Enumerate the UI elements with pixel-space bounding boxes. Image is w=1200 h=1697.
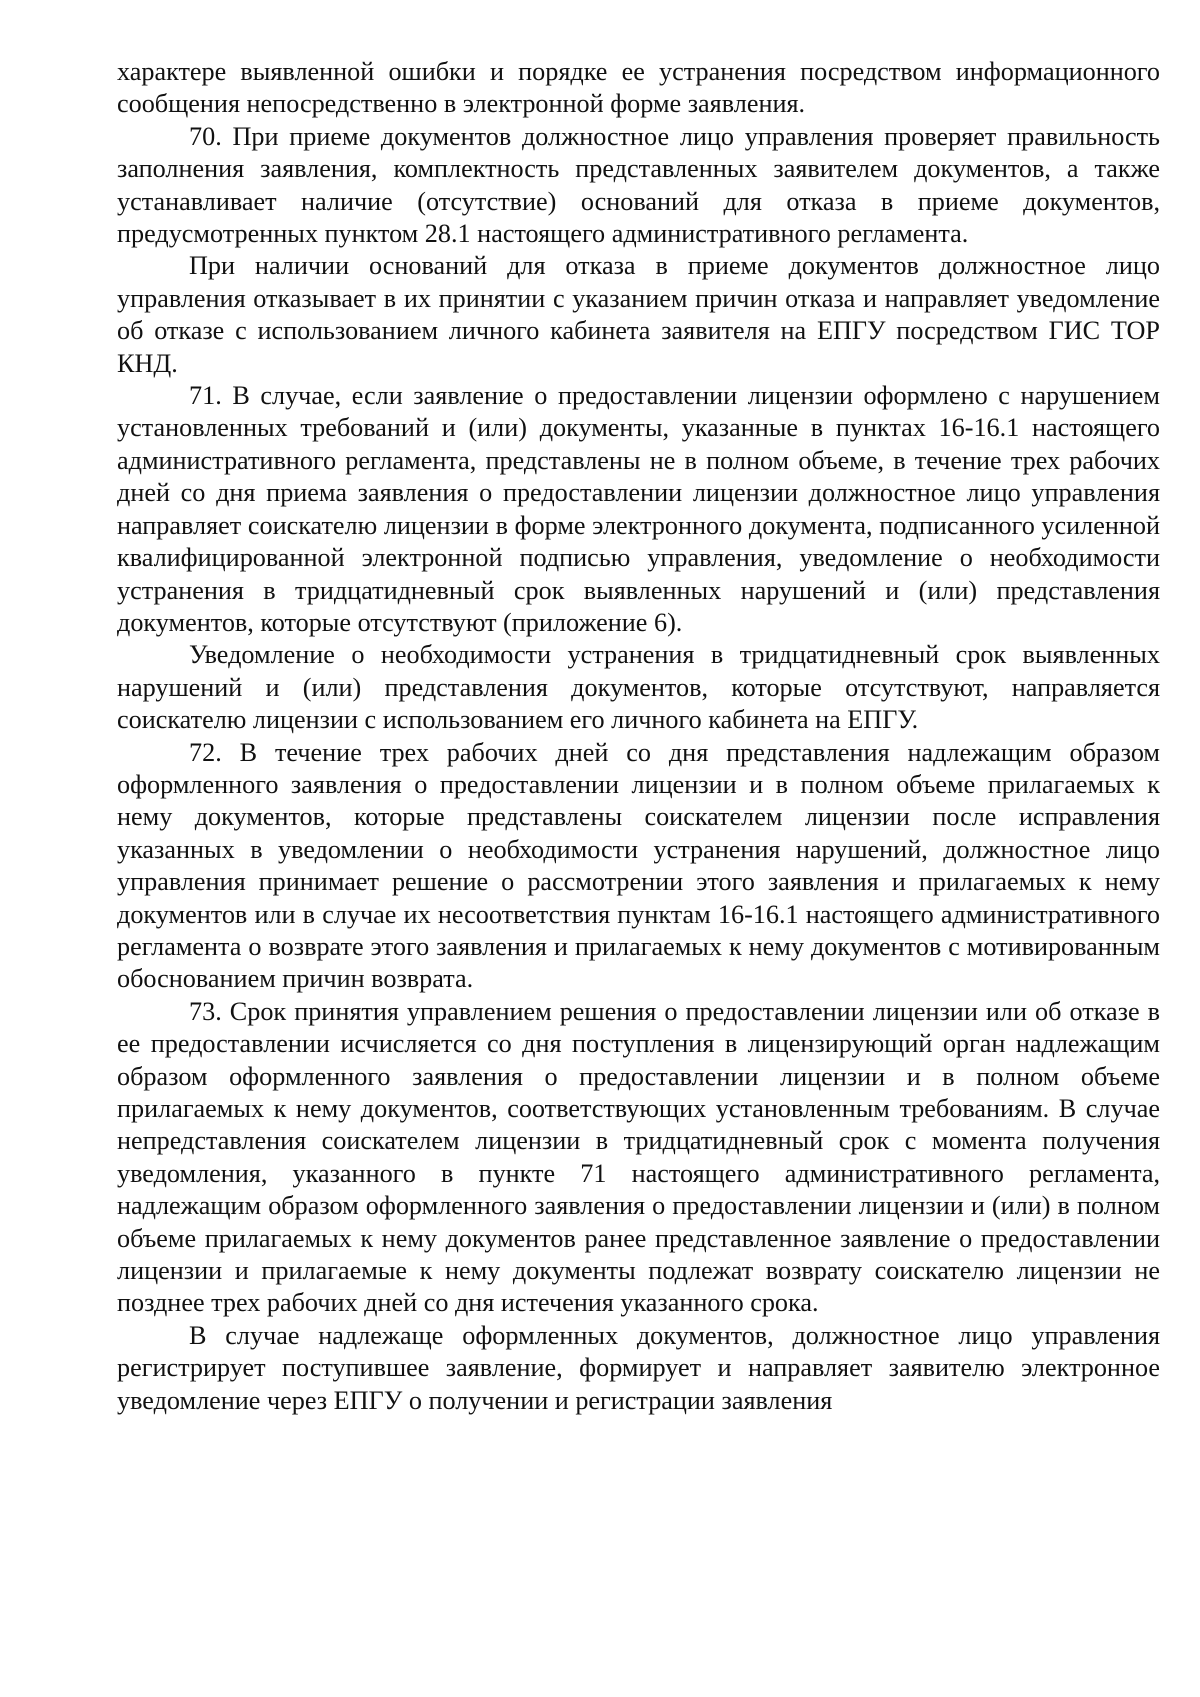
paragraph-70-refusal: При наличии оснований для отказа в приеме документов должностное лицо управления отказывает в их принятии с указанием причин отказа и направляет уведомление об отказе с использованием личного кабинета заявителя на ЕПГУ посредством ГИС ТОР КНД. [117, 251, 1160, 378]
paragraph-72: 72. В течение трех рабочих дней со дня представления надлежащим образом оформленного заявления о предоставлении лицензии и в полном объеме прилагаемых к нему документов, которые представлены соискателем лицензии после исправления указанных в уведомлении о необходимости устранения нарушений, должностное лицо управления принимает решение о рассмотрении этого заявления и прилагаемых к нему документов или в случае их несоответствия пунктам 16-16.1 настоящего административного регламента о возврате этого заявления и прилагаемых к нему документов с мотивированным обоснованием причин возврата. [117, 737, 1160, 994]
paragraph-73-registration: В случае надлежаще оформленных документов, должностное лицо управления регистрирует поступившее заявление, формирует и направляет заявителю электронное уведомление через ЕПГУ о получении и регистрации заявления [117, 1320, 1160, 1415]
paragraph-71-notice: Уведомление о необходимости устранения в тридцатидневный срок выявленных нарушений и (или) представления документов, которые отсутствуют, направляется соискателю лицензии с использованием его личного кабинета на ЕПГУ. [117, 640, 1160, 735]
paragraph-73: 73. Срок принятия управлением решения о предоставлении лицензии или об отказе в ее предоставлении исчисляется со дня поступления в лицензирующий орган надлежащим образом оформленного заявления о предоставлении лицензии и в полном объеме прилагаемых к нему документов, соответствующих установленным требованиям. В случае непредставления соискателем лицензии в тридцатидневный срок с момента получения уведомления, указанного в пункте 71 настоящего административного регламента, надлежащим образом оформленного заявления о предоставлении лицензии и (или) в полном объеме прилагаемых к нему документов ранее представленное заявление о предоставлении лицензии и прилагаемые к нему документы подлежат возврату соискателю лицензии не позднее трех рабочих дней со дня истечения указанного срока. [117, 996, 1160, 1318]
paragraph-71: 71. В случае, если заявление о предоставлении лицензии оформлено с нарушением установленных требований и (или) документы, указанные в пунктах 16-16.1 настоящего административного регламента, представлены не в полном объеме, в течение трех рабочих дней со дня приема заявления о предоставлении лицензии должностное лицо управления направляет соискателю лицензии в форме электронного документа, подписанного усиленной квалифицированной электронной подписью управления, уведомление о необходимости устранения в тридцатидневный срок выявленных нарушений и (или) представления документов, которые отсутствуют (приложение 6). [117, 381, 1160, 637]
paragraph-70: 70. При приеме документов должностное лицо управления проверяет правильность заполнения заявления, комплектность представленных заявителем документов, а также устанавливает наличие (отсутствие) оснований для отказа в приеме документов, предусмотренных пунктом 28.1 настоящего административного регламента. [117, 121, 1160, 249]
paragraph-continuation: характере выявленной ошибки и порядке ее устранения посредством информационного сообщения непосредственно в электронной форме заявления. [117, 57, 1160, 119]
document-page [117, 56, 1160, 1417]
